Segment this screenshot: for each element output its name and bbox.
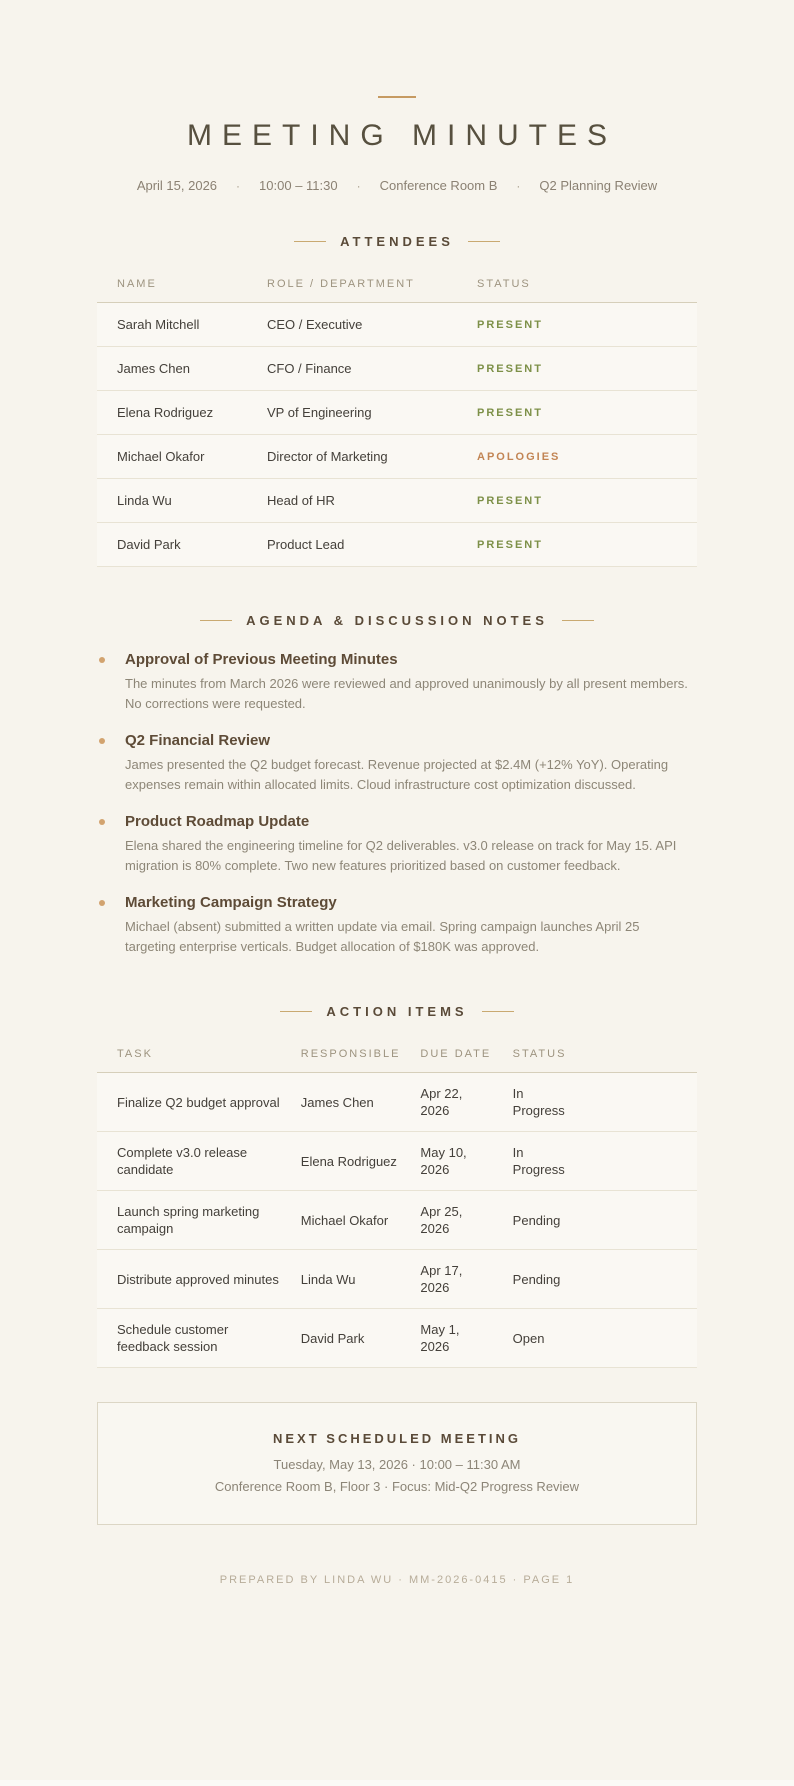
attendee-role: CFO / Finance bbox=[247, 347, 457, 391]
attendee-row bbox=[97, 479, 697, 523]
due-date-cell: May 10, 2026 bbox=[420, 1145, 467, 1177]
action-item-row bbox=[97, 1250, 697, 1309]
due-date-cell: Apr 22, 2026 bbox=[420, 1086, 463, 1118]
bullet-icon bbox=[99, 657, 105, 663]
attendee-name: Linda Wu bbox=[97, 479, 247, 523]
attendee-row bbox=[97, 303, 697, 347]
heading-rule-left bbox=[294, 241, 326, 242]
dot-separator: · bbox=[356, 178, 361, 193]
column-header-task: TASK bbox=[97, 1040, 281, 1073]
next-meeting-location: Conference Room B, Floor 3 · Focus: Mid-Q2 Progress Review bbox=[214, 1479, 580, 1494]
attendee-role: Director of Marketing bbox=[247, 435, 457, 479]
status-cell: Open bbox=[512, 1331, 545, 1347]
responsible-cell: James Chen bbox=[281, 1073, 401, 1132]
column-header-name: NAME bbox=[97, 270, 247, 303]
responsible-cell: Linda Wu bbox=[281, 1250, 401, 1309]
agenda-item bbox=[97, 731, 697, 795]
agenda-list bbox=[97, 650, 697, 957]
column-header-responsible: RESPONSIBLE bbox=[281, 1040, 401, 1073]
document-page bbox=[97, 96, 697, 1586]
action-items-table bbox=[97, 1040, 697, 1368]
attendee-name: Michael Okafor bbox=[97, 435, 247, 479]
heading-rule-right bbox=[468, 241, 500, 242]
bullet-icon bbox=[99, 819, 105, 825]
meta-time: 10:00 – 11:30 bbox=[259, 178, 338, 193]
column-header-due-date: DUE DATE bbox=[400, 1040, 492, 1073]
attendee-row bbox=[97, 523, 697, 567]
column-header-status: STATUS bbox=[493, 1040, 697, 1073]
due-date-cell: Apr 17, 2026 bbox=[420, 1263, 463, 1295]
attendee-status-badge: PRESENT bbox=[477, 539, 543, 551]
attendee-name: David Park bbox=[97, 523, 247, 567]
task-cell: Launch spring marketing campaign bbox=[97, 1191, 281, 1250]
meta-date: April 15, 2026 bbox=[136, 178, 218, 193]
agenda-item-title: Product Roadmap Update bbox=[125, 813, 310, 830]
action-item-row bbox=[97, 1073, 697, 1132]
page-bottom-edge bbox=[0, 1780, 794, 1786]
heading-rule-right bbox=[562, 620, 594, 621]
dot-separator: · bbox=[236, 178, 241, 193]
attendee-name: James Chen bbox=[97, 347, 247, 391]
next-meeting-datetime: Tuesday, May 13, 2026 · 10:00 – 11:30 AM bbox=[273, 1457, 521, 1472]
agenda-item-title: Marketing Campaign Strategy bbox=[125, 894, 337, 911]
attendees-section-heading bbox=[97, 234, 697, 249]
agenda-item-title: Approval of Previous Meeting Minutes bbox=[125, 651, 398, 668]
agenda-item-note: James presented the Q2 budget forecast. Revenue projected at $2.4M (+12% YoY). Operating expenses remain within allocated limits. Cloud infrastructure cost optimization discussed. bbox=[125, 757, 669, 792]
attendees-heading-label: ATTENDEES bbox=[340, 234, 454, 249]
attendee-status-badge: PRESENT bbox=[477, 319, 543, 331]
attendee-row bbox=[97, 347, 697, 391]
attendees-header-row bbox=[97, 270, 697, 303]
heading-rule-left bbox=[200, 620, 232, 621]
bullet-icon bbox=[99, 738, 105, 744]
attendee-status-badge: PRESENT bbox=[477, 407, 543, 419]
attendee-status-badge: APOLOGIES bbox=[477, 451, 561, 463]
task-cell: Complete v3.0 release candidate bbox=[97, 1132, 281, 1191]
column-header-status: STATUS bbox=[457, 270, 697, 303]
column-header-role: ROLE / DEPARTMENT bbox=[247, 270, 457, 303]
action-items-header-row bbox=[97, 1040, 697, 1073]
attendee-role: CEO / Executive bbox=[247, 303, 457, 347]
page-title: MEETING MINUTES bbox=[186, 119, 617, 152]
attendee-role: Product Lead bbox=[247, 523, 457, 567]
attendee-role: Head of HR bbox=[247, 479, 457, 523]
agenda-item bbox=[97, 650, 697, 714]
responsible-cell: Elena Rodriguez bbox=[281, 1132, 401, 1191]
task-cell: Finalize Q2 budget approval bbox=[97, 1073, 281, 1132]
status-cell: In Progress bbox=[512, 1145, 565, 1177]
title-accent-bar bbox=[378, 96, 416, 98]
meta-room: Conference Room B bbox=[379, 178, 498, 193]
status-cell: In Progress bbox=[512, 1086, 565, 1118]
agenda-item-note: Elena shared the engineering timeline for Q2 deliverables. v3.0 release on track for May 15. API migration is 80% complete. Two new features prioritized based on customer feedback. bbox=[125, 838, 677, 873]
agenda-item-note: The minutes from March 2026 were reviewed and approved unanimously by all present members. No corrections were requested. bbox=[125, 676, 688, 711]
attendee-row bbox=[97, 391, 697, 435]
heading-rule-right bbox=[482, 1011, 514, 1012]
action-item-row bbox=[97, 1309, 697, 1368]
agenda-item-note: Michael (absent) submitted a written update via email. Spring campaign launches April 25 targeting enterprise verticals. Budget allocation of $180K was approved. bbox=[125, 919, 640, 954]
status-cell: Pending bbox=[512, 1272, 561, 1288]
agenda-item bbox=[97, 893, 697, 957]
due-date-cell: May 1, 2026 bbox=[420, 1322, 460, 1354]
responsible-cell: Michael Okafor bbox=[281, 1191, 401, 1250]
attendee-status-badge: PRESENT bbox=[477, 363, 543, 375]
task-cell: Schedule customer feedback session bbox=[97, 1309, 281, 1368]
responsible-cell: David Park bbox=[281, 1309, 401, 1368]
task-cell: Distribute approved minutes bbox=[97, 1250, 281, 1309]
meeting-meta-line bbox=[97, 178, 697, 193]
action-items-heading-label: ACTION ITEMS bbox=[326, 1004, 468, 1019]
action-items-section-heading bbox=[97, 1004, 697, 1019]
heading-rule-left bbox=[280, 1011, 312, 1012]
attendee-name: Sarah Mitchell bbox=[97, 303, 247, 347]
meta-topic: Q2 Planning Review bbox=[539, 178, 658, 193]
attendee-name: Elena Rodriguez bbox=[97, 391, 247, 435]
bullet-icon bbox=[99, 900, 105, 906]
page-footer: PREPARED BY LINDA WU · MM-2026-0415 · PAGE 1 bbox=[219, 1574, 575, 1586]
agenda-heading-label: AGENDA & DISCUSSION NOTES bbox=[246, 613, 548, 628]
agenda-section-heading bbox=[97, 613, 697, 628]
attendees-table bbox=[97, 270, 697, 567]
next-meeting-heading: NEXT SCHEDULED MEETING bbox=[272, 1431, 521, 1446]
status-cell: Pending bbox=[512, 1213, 561, 1229]
action-item-row bbox=[97, 1191, 697, 1250]
due-date-cell: Apr 25, 2026 bbox=[420, 1204, 463, 1236]
dot-separator: · bbox=[516, 178, 521, 193]
agenda-item bbox=[97, 812, 697, 876]
attendee-row bbox=[97, 435, 697, 479]
attendee-role: VP of Engineering bbox=[247, 391, 457, 435]
action-item-row bbox=[97, 1132, 697, 1191]
next-meeting-card bbox=[97, 1402, 697, 1525]
agenda-item-title: Q2 Financial Review bbox=[125, 732, 271, 749]
attendee-status-badge: PRESENT bbox=[477, 495, 543, 507]
